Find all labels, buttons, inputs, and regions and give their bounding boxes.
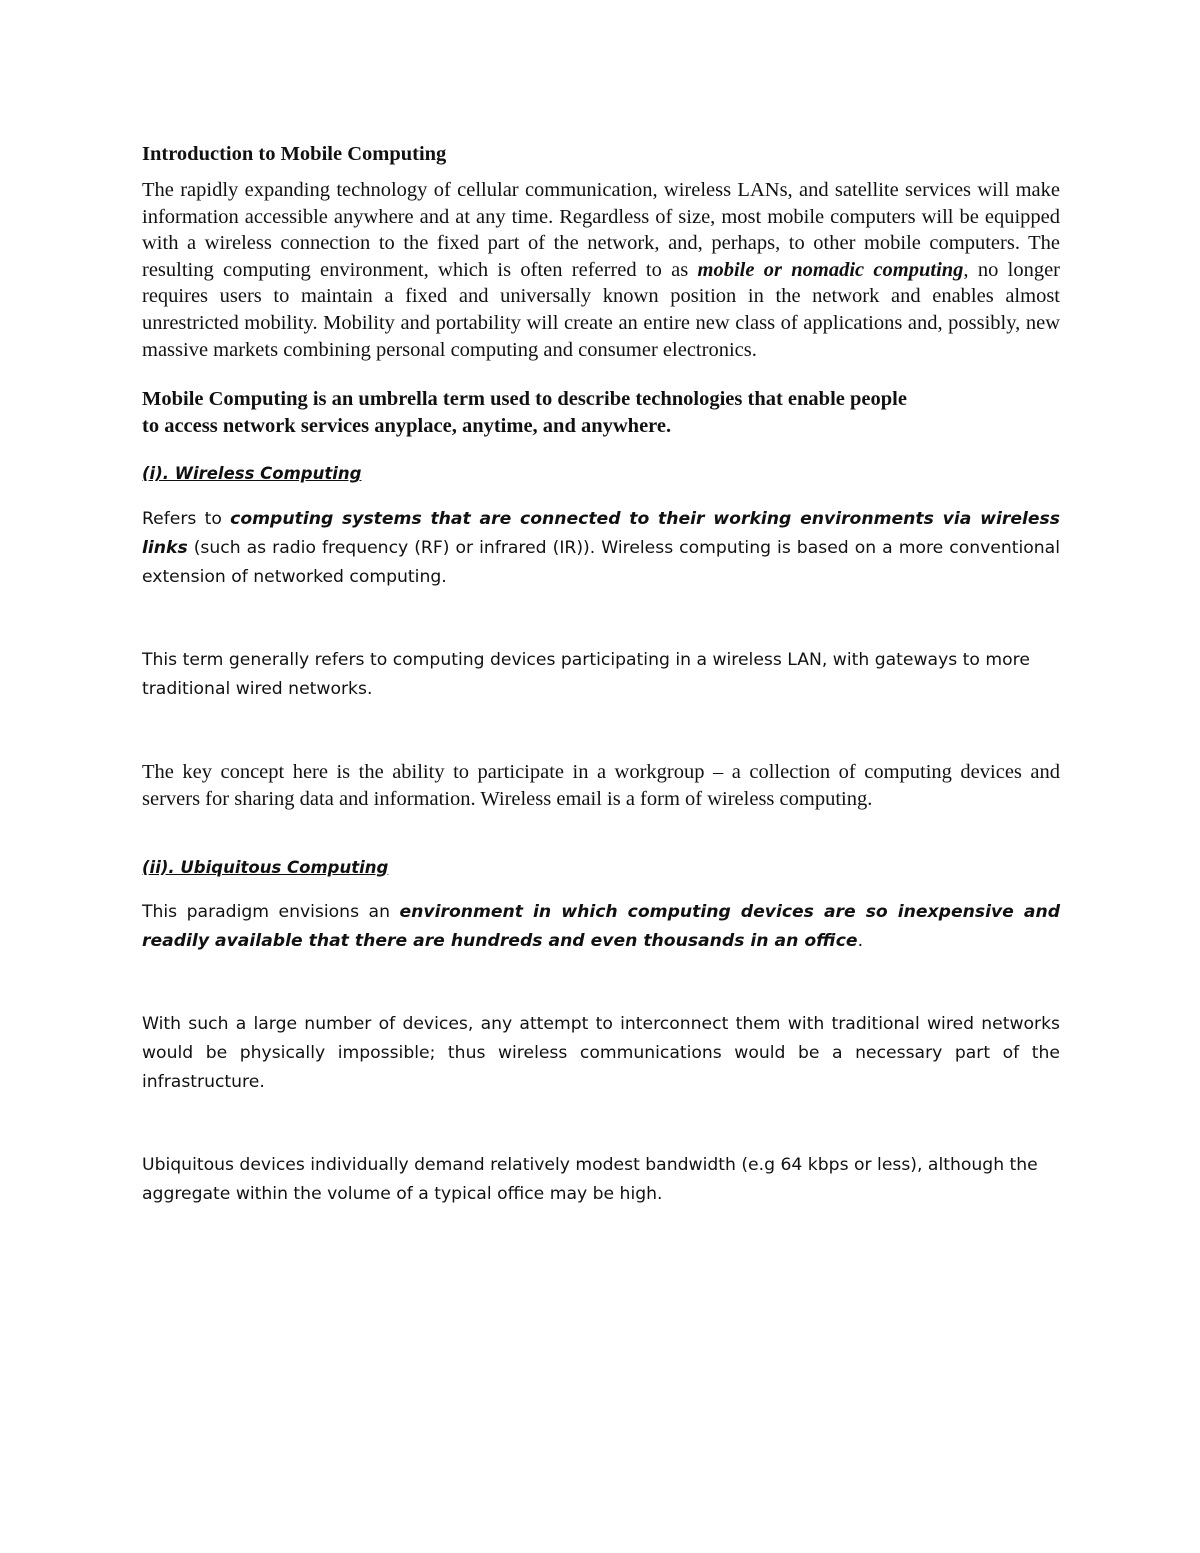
intro-paragraph: [142, 177, 1060, 363]
ubiquitous-paradigm-after: .: [857, 930, 864, 951]
wireless-term-paragraph: This term generally refers to computing devices participating in a wireless LAN, with gateways to more traditional wired networks.: [142, 650, 1030, 700]
intro-text-after: , no longer requires users to maintain a fixed and universally known position in the network and enables almost unrestricted mobility. Mobility and portability will create an entire new class of applications and, possibly, new massive markets combining personal computing and consumer electronics.: [142, 258, 1060, 361]
umbrella-line-2: to access network services anyplace, anytime, and anywhere.: [142, 414, 672, 437]
wireless-refers-paragraph: [142, 505, 1060, 592]
wireless-refers-emphasis: computing systems that are connected to their working environments via wireless links: [142, 509, 1061, 559]
section-heading-wireless: (i). Wireless Computing: [142, 464, 362, 484]
intro-emphasis: mobile or nomadic computing: [697, 258, 964, 281]
wireless-key-paragraph: The key concept here is the ability to participate in a workgroup – a collection of computing devices and servers for sharing data and information. Wireless email is a form of wireless computing.: [142, 761, 1060, 810]
page-title: Introduction to Mobile Computing: [142, 143, 447, 165]
intro-text-before: The rapidly expanding technology of cellular communication, wireless LANs, and satellite services will make information accessible anywhere and at any time. Regardless of size, most mobile computers will be equipped with a wireless connection to the fixed part of the network, and, perhaps, to other mobile computers. The resulting computing environment, which is often referred to as: [142, 179, 1060, 281]
wireless-refers-before: Refers to: [142, 509, 231, 530]
umbrella-line-1: Mobile Computing is an umbrella term used to describe technologies that enable people: [142, 388, 907, 411]
wireless-refers-after: (such as radio frequency (RF) or infrared (IR)). Wireless computing is based on a more conventional extension of networked computing.: [142, 538, 1060, 588]
ubiquitous-paradigm-emphasis: environment in which computing devices are so inexpensive and readily available that there are hundreds and even thousands in an office: [142, 901, 1060, 951]
umbrella-definition: [142, 386, 1060, 439]
ubiquitous-paradigm-before: This paradigm envisions an: [142, 901, 400, 922]
ubiquitous-devices-paragraph: Ubiquitous devices individually demand relatively modest bandwidth (e.g 64 kbps or less), although the aggregate within the volume of a typical office may be high.: [142, 1154, 1038, 1204]
section-heading-ubiquitous: (ii). Ubiquitous Computing: [142, 857, 389, 877]
ubiquitous-large-paragraph: With such a large number of devices, any attempt to interconnect them with traditional wired networks would be physically impossible; thus wireless communications would be a necessary part of the infrastructure.: [142, 1013, 1060, 1092]
ubiquitous-paradigm-paragraph: [142, 898, 1060, 956]
document-page: [142, 140, 1060, 1209]
